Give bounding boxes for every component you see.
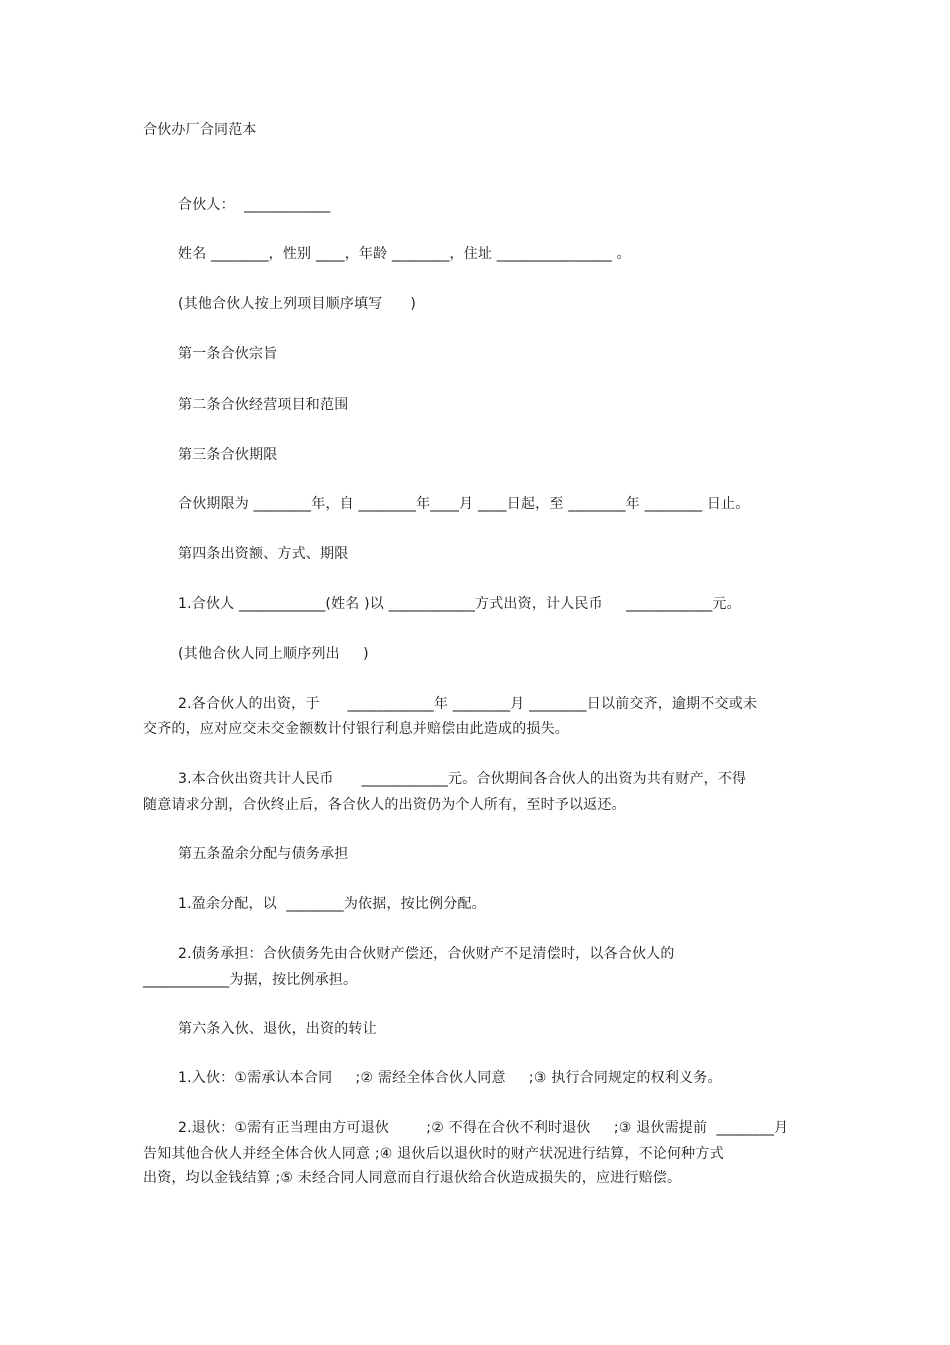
other-partners-note: (其他合伙人按上列项目顺序填写 ) xyxy=(178,296,417,312)
contribution-item-3-line-2: 随意请求分割，合伙终止后，各合伙人的出资仍为个人所有，至时予以返还。 xyxy=(143,797,626,813)
article-3-heading: 第三条合伙期限 xyxy=(178,447,278,463)
contribution-item-2-line-1: 2.各合伙人的出资，于 ____________年 ________月 ________日以前交齐，逾期不交或未 xyxy=(178,696,758,712)
document-title: 合伙办厂合同范本 xyxy=(143,122,257,138)
term-line: 合伙期限为 ________年，自 ________年____月 ____日起，至 ________年 ________ 日止。 xyxy=(178,496,750,512)
admission-line: 1.入伙：①需承认本合同 ;② 需经全体合伙人同意 ;③ 执行合同规定的权利义务。 xyxy=(178,1070,722,1086)
article-5-heading: 第五条盈余分配与债务承担 xyxy=(178,846,349,862)
contribution-note: (其他合伙人同上顺序列出 ) xyxy=(178,646,369,662)
debt-line-1: 2.债务承担：合伙债务先由合伙财产偿还，合伙财产不足清偿时，以各合伙人的 xyxy=(178,946,675,962)
article-2-heading: 第二条合伙经营项目和范围 xyxy=(178,397,349,413)
withdrawal-line-3: 出资，均以金钱结算 ;⑤ 未经合同人同意而自行退伙给合伙造成损失的，应进行赔偿。 xyxy=(143,1170,682,1186)
partner-line: 合伙人： ____________ xyxy=(178,197,331,213)
contribution-item-3-line-1: 3.本合伙出资共计人民币 ____________元。合伙期间各合伙人的出资为共有财产，不得 xyxy=(178,771,747,787)
profit-distribution-line: 1.盈余分配，以 ________为依据，按比例分配。 xyxy=(178,896,486,912)
article-1-heading: 第一条合伙宗旨 xyxy=(178,346,278,362)
article-4-heading: 第四条出资额、方式、期限 xyxy=(178,546,349,562)
contribution-item-2-line-2: 交齐的，应对应交未交金额数计付银行利息并赔偿由此造成的损失。 xyxy=(143,721,569,737)
debt-line-2: ____________为据，按比例承担。 xyxy=(143,972,358,988)
withdrawal-line-2: 告知其他合伙人并经全体合伙人同意 ;④ 退伙后以退伙时的财产状况进行结算，不论何种方式 xyxy=(143,1146,724,1162)
contribution-item-1: 1.合伙人 ____________(姓名 )以 ____________方式出资，计人民币 ____________元。 xyxy=(178,596,741,612)
article-6-heading: 第六条入伙、退伙，出资的转让 xyxy=(178,1021,377,1037)
partner-info-line: 姓名 ________，性别 ____，年龄 ________，住址 ________________ 。 xyxy=(178,246,631,262)
withdrawal-line-1: 2.退伙：①需有正当理由方可退伙 ;② 不得在合伙不利时退伙 ;③ 退伙需提前 ________月 xyxy=(178,1120,789,1136)
